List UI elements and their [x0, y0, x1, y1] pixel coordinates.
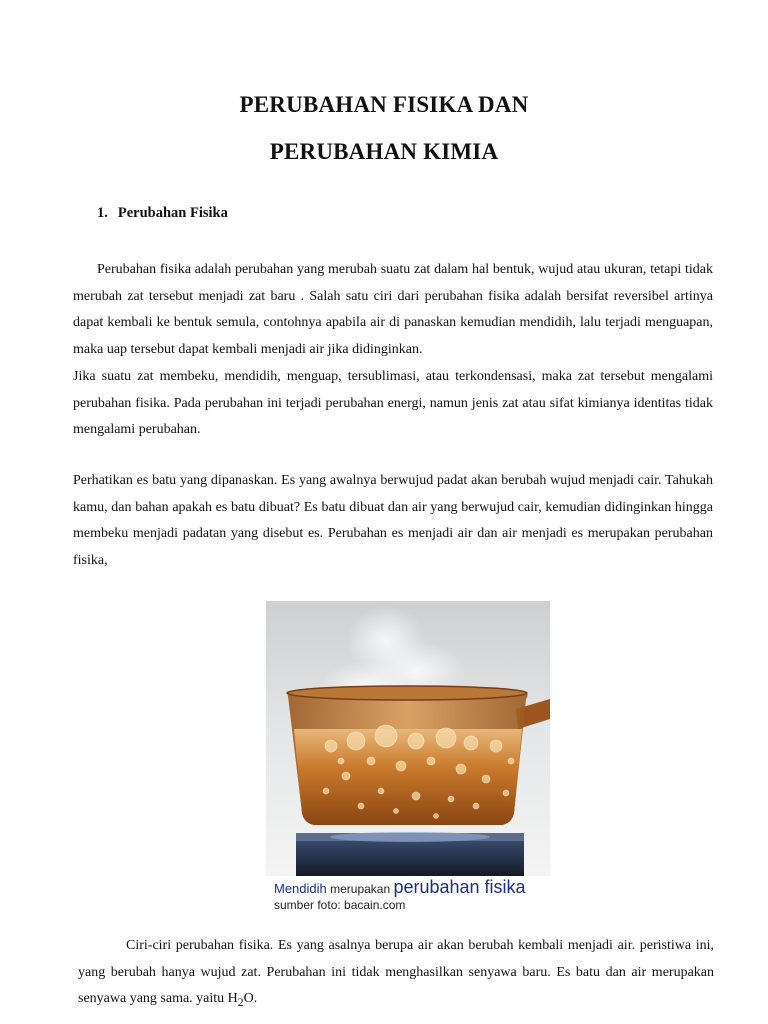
figure-caption — [274, 876, 550, 912]
boiling-water-figure — [266, 601, 550, 923]
section-number: 1. — [97, 205, 108, 221]
caption-highlight: perubahan fisika — [393, 877, 526, 897]
section-heading-text: Perubahan Fisika — [117, 205, 228, 221]
paragraph-ice-example: Perhatikan es batu yang dipanaskan. Es yang awalnya berwujud padat akan berubah wujud menjadi cair. Tahukah kamu, dan bahan apakah es batu dibuat? Es batu dibuat dan air yang berwujud cair, kemudian didinginkan hingga membeku menjadi padatan yang disebut es. Perubahan es menjadi air dan air menjadi es merupakan perubahan fisika, — [73, 473, 713, 568]
photo-source-credit: sumber foto: bacain.com — [274, 898, 406, 912]
paragraph-state-changes: Jika suatu zat membeku, mendidih, menguap, tersublimasi, atau terkondensasi, maka zat tersebut mengalami perubahan fisika. Pada perubahan ini terjadi perubahan energi, namun jenis zat atau sifat kimianya identitas tidak mengalami perubahan. — [73, 369, 713, 437]
paragraph-definition: Perubahan fisika adalah perubahan yang merubah suatu zat dalam hal bentuk, wujud atau ukuran, tetapi tidak merubah zat tersebut menjadi zat baru . Salah satu ciri dari perubahan fisika adalah bersifat reversibel artinya dapat kembali ke bentuk semula, contohnya apabila air di panaskan kemudian mendidih, lalu terjadi menguapan, maka uap tersebut dapat kembali menjadi air jika didinginkan. — [73, 262, 713, 357]
caption-keyword-mendidih: Mendidih — [274, 881, 327, 896]
formula-end: O. — [243, 991, 258, 1006]
paragraph-characteristics-text: Ciri-ciri perubahan fisika. Es yang asalnya berupa air akan berubah kembali menjadi air. peristiwa ini, yang berubah hanya wujud zat. Perubahan ini tidak menghasilkan senyawa baru. Es batu dan air merupakan senyawa yang sama. yaitu H — [78, 938, 714, 1006]
section-heading — [97, 205, 228, 222]
boiling-pot-photo — [266, 601, 550, 876]
paragraph-characteristics — [78, 933, 714, 1016]
caption-connector: merupakan — [326, 882, 394, 896]
title-line-1: PERUBAHAN FISIKA DAN — [239, 92, 529, 117]
title-line-2: PERUBAHAN KIMIA — [269, 139, 499, 164]
subscript-two: 2 — [237, 995, 244, 1009]
